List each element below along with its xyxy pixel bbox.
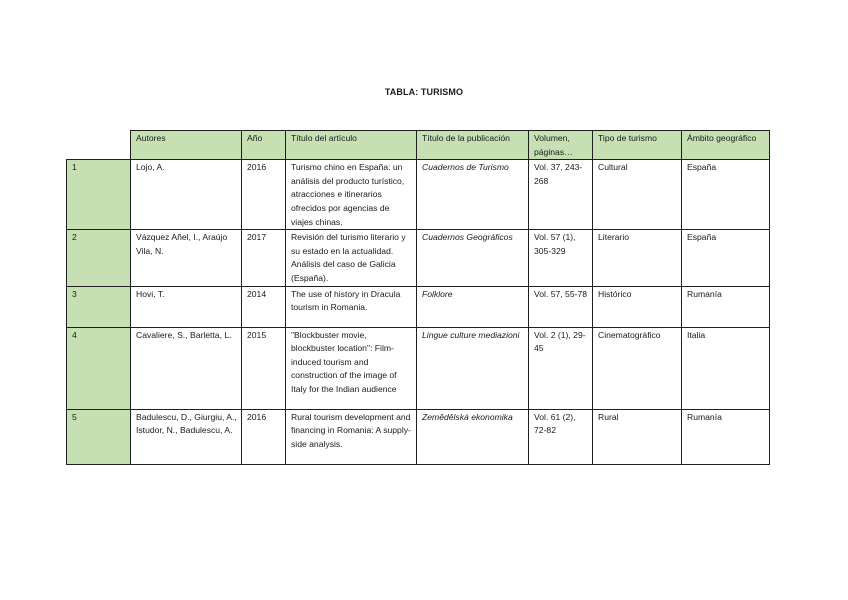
header-volumen: Volumen, páginas… xyxy=(529,131,593,160)
cell-volumen: Vol. 57, 55-78 xyxy=(529,286,593,327)
cell-articulo: Revisión del turismo literario y su estado en la actualidad. Análisis del caso de Galicia (España). xyxy=(286,230,417,286)
cell-autores: Badulescu, D., Giurgiu, A., Istudor, N., Badulescu, A. xyxy=(131,409,242,464)
header-ambito: Ámbito geográfico xyxy=(682,131,770,160)
row-number: 2 xyxy=(67,230,131,286)
row-number: 3 xyxy=(67,286,131,327)
row-number: 1 xyxy=(67,160,131,230)
cell-tipo: Cultural xyxy=(593,160,682,230)
cell-publicacion: Cuadernos de Turismo xyxy=(417,160,529,230)
cell-ambito: España xyxy=(682,230,770,286)
table-row xyxy=(67,327,770,409)
cell-autores: Lojo, A. xyxy=(131,160,242,230)
header-titulo-publicacion: Título de la publicación xyxy=(417,131,529,160)
cell-publicacion: Folklore xyxy=(417,286,529,327)
cell-volumen: Vol. 61 (2), 72-82 xyxy=(529,409,593,464)
cell-publicacion: Lingue culture mediazioni xyxy=(417,327,529,409)
cell-anio: 2014 xyxy=(242,286,286,327)
cell-publicacion: Zemědělská ekonomika xyxy=(417,409,529,464)
tourism-table xyxy=(66,130,770,465)
cell-tipo: Literario xyxy=(593,230,682,286)
header-row xyxy=(67,131,770,160)
table-row xyxy=(67,230,770,286)
cell-articulo: The use of history in Dracula tourism in Romania. xyxy=(286,286,417,327)
cell-autores: Vázquez Añel, I., Araújo Vila, N. xyxy=(131,230,242,286)
cell-publicacion: Cuadernos Geográficos xyxy=(417,230,529,286)
cell-anio: 2016 xyxy=(242,409,286,464)
cell-ambito: Italia xyxy=(682,327,770,409)
table-row xyxy=(67,160,770,230)
cell-articulo: Turismo chino en España: un análisis del producto turístico, atracciones e itinerarios ofrecidos por agencias de viajes chinas. xyxy=(286,160,417,230)
corner-cell xyxy=(67,131,131,160)
row-number: 5 xyxy=(67,409,131,464)
header-anio: Año xyxy=(242,131,286,160)
cell-ambito: Rumanía xyxy=(682,409,770,464)
cell-volumen: Vol. 57 (1), 305-329 xyxy=(529,230,593,286)
cell-autores: Hovi, T. xyxy=(131,286,242,327)
cell-articulo: "Blockbuster movie, blockbuster location": Film-induced tourism and construction of the image of Italy for the Indian audience xyxy=(286,327,417,409)
cell-tipo: Histórico xyxy=(593,286,682,327)
cell-volumen: Vol. 2 (1), 29-45 xyxy=(529,327,593,409)
header-autores: Autores xyxy=(131,131,242,160)
cell-autores: Cavaliere, S., Barletta, L. xyxy=(131,327,242,409)
cell-anio: 2015 xyxy=(242,327,286,409)
cell-ambito: España xyxy=(682,160,770,230)
cell-anio: 2016 xyxy=(242,160,286,230)
cell-tipo: Cinematográfico xyxy=(593,327,682,409)
row-number: 4 xyxy=(67,327,131,409)
table-row xyxy=(67,286,770,327)
header-tipo: Tipo de turismo xyxy=(593,131,682,160)
cell-articulo: Rural tourism development and financing in Romania: A supply-side analysis. xyxy=(286,409,417,464)
cell-anio: 2017 xyxy=(242,230,286,286)
cell-tipo: Rural xyxy=(593,409,682,464)
table-title: TABLA: TURISMO xyxy=(384,87,464,97)
cell-volumen: Vol. 37, 243-268 xyxy=(529,160,593,230)
header-titulo-articulo: Título del artículo xyxy=(286,131,417,160)
cell-ambito: Rumanía xyxy=(682,286,770,327)
table-row xyxy=(67,409,770,464)
